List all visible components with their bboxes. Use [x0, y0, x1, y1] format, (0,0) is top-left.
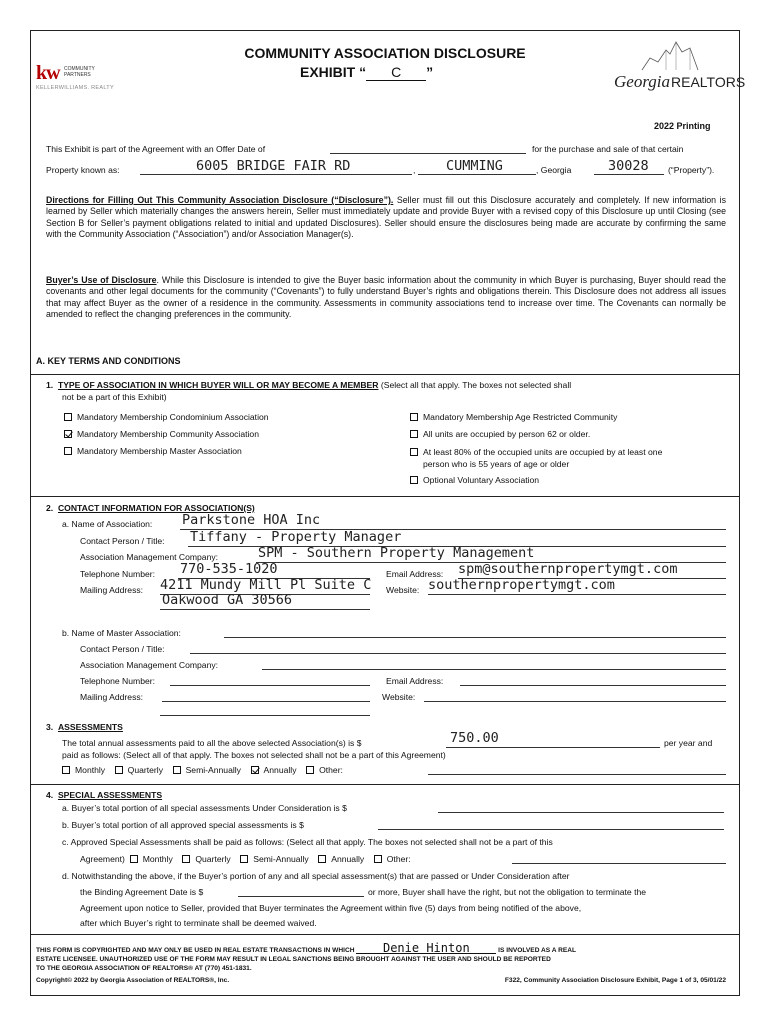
special-assess-d: d. Notwithstanding the above, if the Buyer’s portion of any and all special assessment(s) that are passed or Under Consideration after	[62, 871, 570, 881]
copyright-footer: THIS FORM IS COPYRIGHTED AND MAY ONLY BE USED IN REAL ESTATE TRANSACTIONS IN WHICH Denie Hinton IS INVOLVED AS A REAL ESTATE LICENSEE. UNAUTHORIZED USE OF THE FORM MAY RESULT IN LEGAL SANCTIONS BEING BROUGHT AGAINST THE USER AND SHOULD BE REPORTED TO THE GEORGIA ASSOCIATION OF REALTORS® AT (770) 451-1831.	[36, 941, 577, 972]
section-2-heading: 2. CONTACT INFORMATION FOR ASSOCIATION(S)	[46, 503, 255, 513]
mailing-address-line2[interactable]: Oakwood GA 30566	[162, 592, 293, 608]
kw-line3: KELLERWILLIAMS. REALTY	[36, 85, 114, 91]
checkbox-condominium[interactable]: Mandatory Membership Condominium Association	[64, 409, 269, 426]
c-option-quarterly[interactable]: Quarterly	[182, 854, 230, 864]
offer-date-field[interactable]	[330, 153, 526, 154]
option-quarterly[interactable]: Quarterly	[115, 765, 163, 775]
directions-heading: Directions for Filling Out This Community Association Disclosure (“Disclosure”).	[46, 195, 394, 205]
checkbox-icon[interactable]	[64, 447, 72, 455]
special-assess-c-options: Agreement) Monthly Quarterly Semi-Annually Annually Other:	[80, 854, 411, 864]
special-assess-b-field[interactable]	[378, 829, 724, 830]
website-value[interactable]: southernpropertymgt.com	[428, 577, 615, 593]
option-annually[interactable]: Annually	[251, 765, 297, 775]
checkbox-master[interactable]: Mandatory Membership Master Association	[64, 443, 269, 460]
intro-text: This Exhibit is part of the Agreement with an Offer Date of	[46, 144, 266, 154]
assessment-amount[interactable]: 750.00	[450, 730, 499, 746]
master-assoc-label: b. Name of Master Association:	[62, 628, 181, 638]
gar-logo-script: Georgia	[614, 72, 671, 91]
section-3-heading: 3. ASSESSMENTS	[46, 722, 123, 732]
special-assess-a-field[interactable]	[438, 812, 724, 813]
other-frequency-field[interactable]	[428, 774, 726, 775]
licensee-name[interactable]: Denie Hinton	[356, 944, 496, 954]
option-other[interactable]: Other:	[306, 765, 343, 775]
payment-frequency-options	[62, 765, 343, 775]
checkbox-community[interactable]: Mandatory Membership Community Association	[64, 426, 269, 443]
intro-text-2: for the purchase and sale of that certain	[532, 144, 684, 154]
checkbox-checked-icon[interactable]	[64, 430, 72, 438]
copyright-line: Copyright© 2022 by Georgia Association of REALTORS®, Inc.	[36, 977, 230, 984]
gar-logo-text: REALTORS	[671, 74, 746, 90]
directions-paragraph: Directions for Filling Out This Community Association Disclosure (“Disclosure”). Seller must fill out this Disclosure accurately and completely. If new information is learned by Seller which materially changes the answers herein, Seller must immediately update and provide Buyer with a revised copy of this Disclosure up until Closing (see Section B for Seller’s payment obligations related to initial and updated Disclosures). Seller should ensure the disclosures being made are accurate by confirming the same with the Community Association (“Association”) and/or Association Manager(s).	[46, 195, 726, 240]
property-label: Property known as:	[46, 165, 120, 175]
form-number: F322, Community Association Disclosure Exhibit, Page 1 of 3, 05/01/22	[504, 977, 726, 984]
phone-value[interactable]: 770-535-1020	[180, 561, 278, 577]
c-option-monthly[interactable]: Monthly	[130, 854, 173, 864]
association-type-right	[410, 409, 662, 489]
exhibit-letter: C	[366, 64, 426, 81]
master-assoc-field[interactable]	[224, 637, 726, 638]
c-option-other[interactable]: Other:	[374, 854, 411, 864]
document-title: COMMUNITY ASSOCIATION DISCLOSURE	[244, 45, 526, 61]
kw-line2: PARTNERS	[64, 71, 91, 78]
state-label: , Georgia	[536, 165, 572, 175]
contact-person-value[interactable]: Tiffany - Property Manager	[190, 529, 402, 545]
property-city[interactable]: CUMMING	[446, 158, 503, 174]
section-4-heading: 4. SPECIAL ASSESSMENTS	[46, 790, 163, 800]
buyers-use-heading: Buyer’s Use of Disclosure	[46, 275, 157, 285]
exhibit-line: EXHIBIT “ C ”	[300, 64, 434, 80]
email-value[interactable]: spm@southernpropertymgt.com	[458, 561, 678, 577]
checkbox-62-or-older[interactable]: All units are occupied by person 62 or older.	[410, 426, 662, 443]
association-type-left	[64, 409, 269, 460]
checkbox-optional-voluntary[interactable]: Optional Voluntary Association	[410, 472, 662, 489]
property-zip[interactable]: 30028	[608, 158, 649, 174]
property-address[interactable]: 6005 BRIDGE FAIR RD	[196, 158, 351, 174]
assoc-name-label: a. Name of Association:	[62, 519, 153, 529]
mailing-address-line1[interactable]: 4211 Mundy Mill Pl Suite C	[160, 577, 372, 593]
assoc-name-value[interactable]: Parkstone HOA Inc	[182, 512, 321, 528]
printing-year: 2022 Printing	[654, 121, 711, 131]
special-assess-b: b. Buyer’s total portion of all approved special assessments is $	[62, 820, 304, 830]
checkbox-age-restricted[interactable]: Mandatory Membership Age Restricted Community	[410, 409, 662, 426]
option-semi-annually[interactable]: Semi-Annually	[173, 765, 241, 775]
special-assess-a: a. Buyer’s total portion of all special assessments Under Consideration is $	[62, 803, 347, 813]
c-option-annually[interactable]: Annually	[318, 854, 364, 864]
kw-mark: kw	[36, 62, 60, 84]
section-a-heading: A. KEY TERMS AND CONDITIONS	[36, 356, 181, 366]
special-assess-c: c. Approved Special Assessments shall be paid as follows: (Select all that apply. The boxes not selected shall not be a part of this	[62, 837, 553, 847]
assessments-text: The total annual assessments paid to all the above selected Association(s) is $	[62, 738, 362, 748]
section-1-heading: 1. TYPE OF ASSOCIATION IN WHICH BUYER WILL OR MAY BECOME A MEMBER (Select all that apply. The boxes not selected shall	[46, 380, 572, 390]
c-option-semi-annually[interactable]: Semi-Annually	[240, 854, 308, 864]
checkbox-55-or-older[interactable]: At least 80% of the occupied units are occupied by at least one person who is 55 years of age or older	[410, 446, 662, 470]
checkbox-checked-icon[interactable]	[251, 766, 259, 774]
buyers-use-paragraph: Buyer’s Use of Disclosure. While this Disclosure is intended to give the Buyer basic information about the community in which Buyer is purchasing, Buyer should read the covenants and other legal documents for the community (“Covenants”) to fully understand Buyer’s rights and obligations therein. This Disclosure does not address all issues that may affect Buyer as the owner of a residence in the community. Assessments in community associations tend to increase over time. The Covenants can normally be amended to reflect the changing preferences in the community.	[46, 275, 726, 320]
property-suffix: (“Property”).	[668, 165, 715, 175]
checkbox-icon[interactable]	[64, 413, 72, 421]
mgmt-company-value[interactable]: SPM - Southern Property Management	[258, 545, 535, 561]
kw-line1: COMMUNITY	[64, 66, 95, 72]
option-monthly[interactable]: Monthly	[62, 765, 105, 775]
building-icon	[640, 40, 700, 72]
terminate-threshold-field[interactable]	[238, 896, 364, 897]
